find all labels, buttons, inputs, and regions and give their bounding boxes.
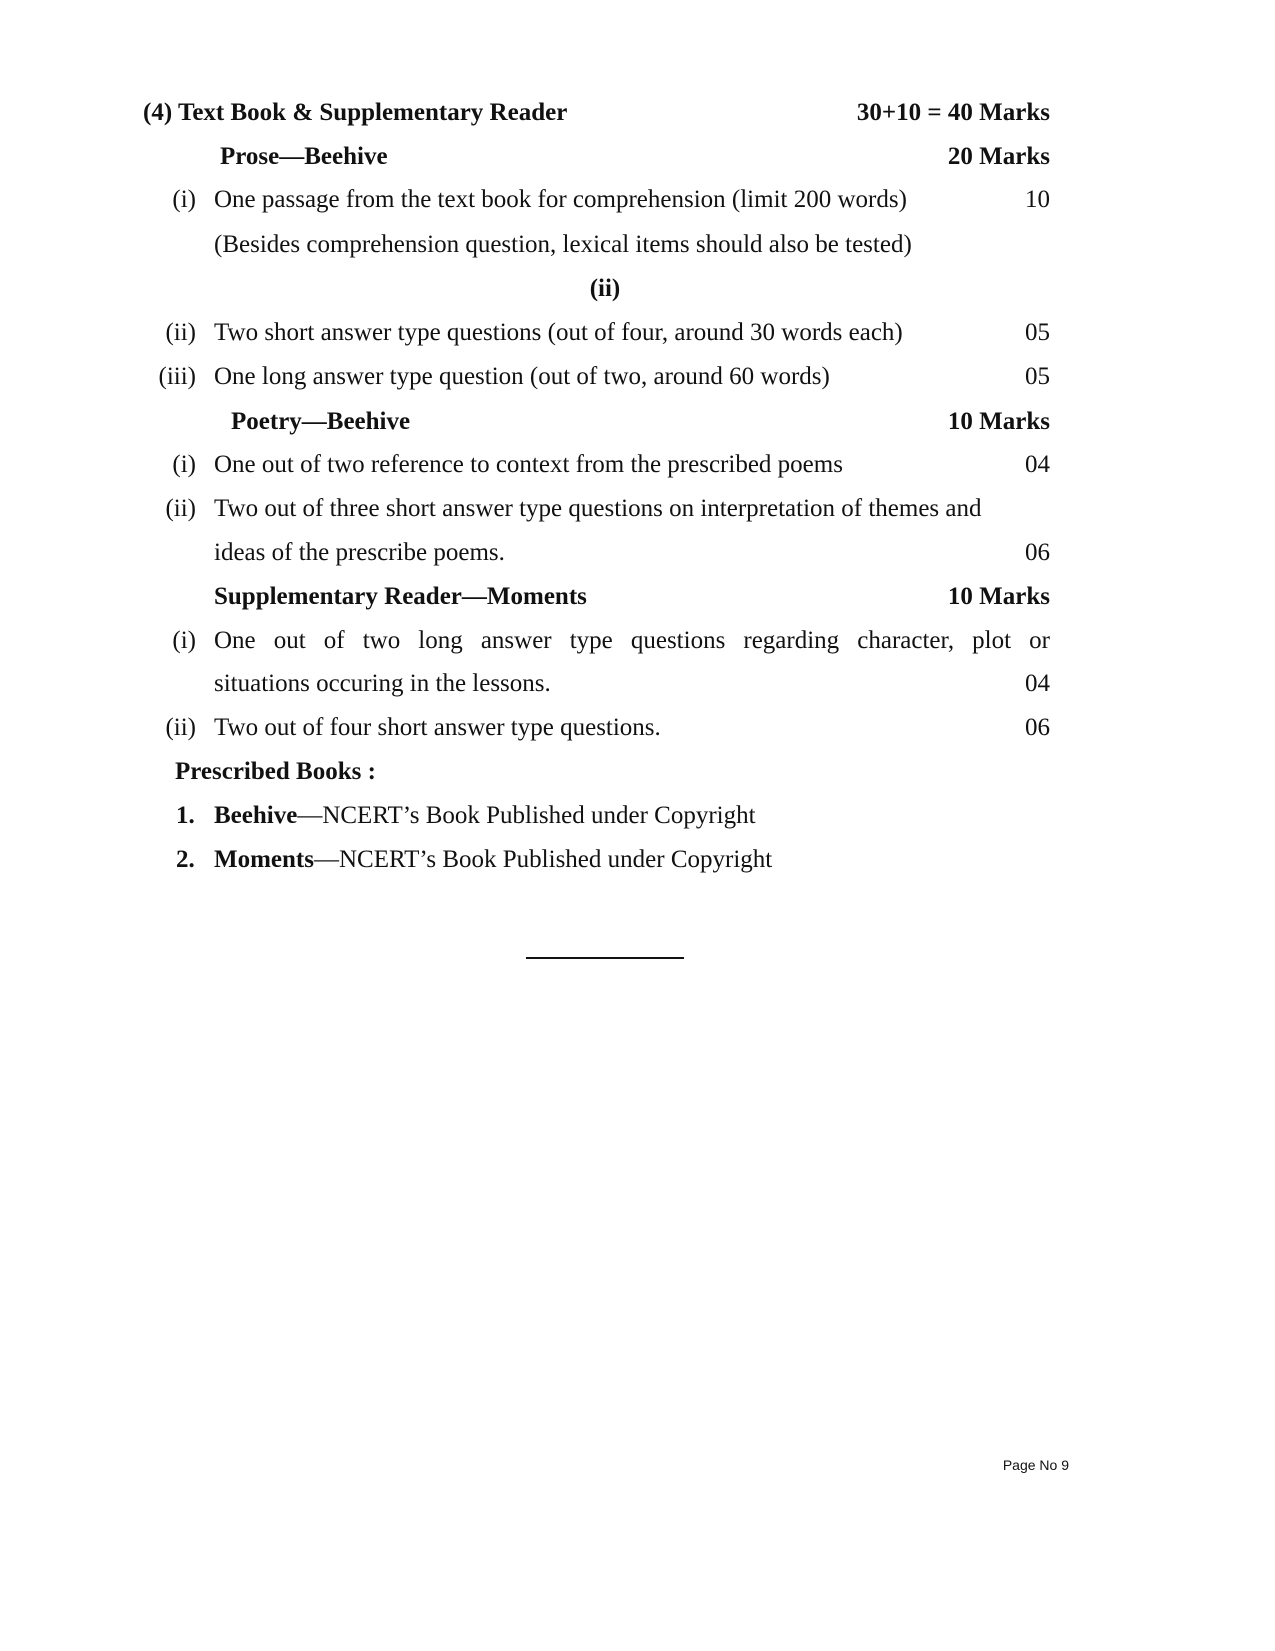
book-name: Moments: [214, 846, 314, 873]
supplementary-item-mark: 06: [1025, 714, 1050, 741]
prescribed-books-heading: Prescribed Books :: [175, 758, 376, 785]
prose-item-mark: 10: [1025, 186, 1050, 213]
prose-item-mark: 05: [1025, 319, 1050, 346]
book-number: 2.: [176, 846, 195, 873]
poetry-item-mark: 04: [1025, 451, 1050, 478]
book-name: Beehive: [214, 802, 298, 829]
supplementary-item-continuation: situations occuring in the lessons.: [214, 670, 551, 697]
prose-item-text: One long answer type question (out of two, around 60 words): [214, 363, 830, 390]
section-marks: 30+10 = 40 Marks: [856, 99, 1050, 126]
supplementary-title: Supplementary Reader—Moments: [214, 583, 587, 610]
book-description: —NCERT’s Book Published under Copyright: [297, 802, 756, 829]
supplementary-item-number: (i): [172, 627, 196, 654]
prose-marks: 20 Marks: [947, 143, 1050, 170]
poetry-item-text: One out of two reference to context from the prescribed poems: [214, 451, 843, 478]
page-number: Page No 9: [1002, 1457, 1069, 1473]
poetry-marks: 10 Marks: [947, 408, 1050, 435]
poetry-item-mark: 06: [1025, 539, 1050, 566]
poetry-item-number: (i): [172, 451, 196, 478]
end-divider: [526, 957, 684, 959]
book-description: —NCERT’s Book Published under Copyright: [313, 846, 773, 873]
poetry-title: Poetry—Beehive: [231, 408, 411, 435]
book-entry: [214, 801, 756, 831]
supplementary-item-number: (ii): [165, 714, 196, 741]
poetry-item-continuation: ideas of the prescribe poems.: [214, 539, 505, 566]
prose-item-continuation: (Besides comprehension question, lexical items should also be tested): [214, 231, 912, 258]
prose-item-text: Two short answer type questions (out of four, around 30 words each): [214, 319, 903, 346]
prose-item-number: (iii): [158, 363, 196, 390]
prose-subheading: (ii): [589, 275, 621, 302]
prose-item-text: One passage from the text book for comprehension (limit 200 words): [214, 186, 907, 213]
supplementary-item-mark: 04: [1025, 670, 1050, 697]
prose-item-number: (ii): [165, 319, 196, 346]
poetry-item-text: Two out of three short answer type questions on interpretation of themes and: [214, 495, 982, 522]
book-number: 1.: [176, 802, 195, 829]
poetry-item-number: (ii): [165, 495, 196, 522]
supplementary-item-text: One out of two long answer type questions regarding character, plot or: [214, 627, 1050, 654]
prose-item-number: (i): [172, 186, 196, 213]
supplementary-item-text: Two out of four short answer type questions.: [214, 714, 661, 741]
book-entry: [214, 845, 772, 875]
prose-item-mark: 05: [1025, 363, 1050, 390]
supplementary-marks: 10 Marks: [947, 583, 1050, 610]
prose-title: Prose—Beehive: [220, 143, 388, 170]
section-title: (4) Text Book & Supplementary Reader: [143, 99, 568, 126]
